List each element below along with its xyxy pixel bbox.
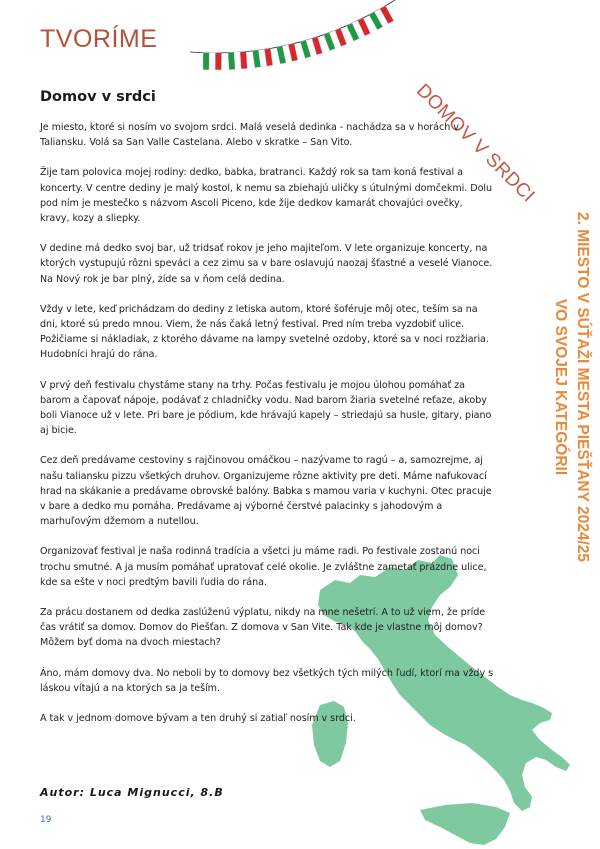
article-paragraph: V dedine má dedko svoj bar, už tridsať rokov je jeho majiteľom. V lete organizuje koncerty, na ktorých vystupujú rôzni speváci a cez zimu sa v bare oslavujú naozaj šťastné a veselé Vianoce. Na Nový rok je bar plný, zíde sa v ňom celá dedina. bbox=[40, 243, 493, 285]
author-credit: Autor: Luca Mignucci, 8.B bbox=[40, 786, 224, 799]
section-title: TVORÍME bbox=[40, 25, 158, 53]
flag-bunting bbox=[0, 0, 600, 90]
article-paragraph: Cez deň predávame cestoviny s rajčinovou omáčkou – nazývame to ragú – a, samozrejme, aj našu taliansku pizzu všetkých druhov. Organizujeme rôzne aktivity pre deti. Máme nafukovací hrad na skákanie a predávame obrovské balóny. Babka s mamou varia v kuchyni. Otec pracuje v bare a dedko mu pomáha. Predávame aj výborné čerstvé palacinky s jahodovým a marhuľovým džemom a nutellou. bbox=[40, 455, 492, 528]
bunting-flag bbox=[324, 28, 347, 50]
bunting-flag bbox=[253, 48, 273, 67]
article-body bbox=[40, 120, 495, 741]
flag-stripe bbox=[203, 53, 209, 70]
corner-title: DOMOV V SRDCI bbox=[412, 80, 539, 207]
bunting-flag bbox=[369, 6, 394, 30]
competition-note-line-2: VO SVOJEJ KATEGÓRII bbox=[552, 298, 569, 476]
article-paragraph: Je miesto, ktoré si nosím vo svojom srdci. Malá veselá dedinka - nachádza sa v horách v Taliansku. Volá sa San Valle Castelana. Alebo v skratke – San Vito. bbox=[40, 122, 459, 149]
bunting-flag bbox=[300, 37, 322, 58]
bunting-flag bbox=[203, 53, 222, 70]
page-number: 19 bbox=[40, 815, 52, 825]
flag-stripe bbox=[240, 52, 247, 69]
bunting-flag bbox=[347, 18, 371, 41]
competition-note bbox=[549, 212, 593, 562]
bunting-flag bbox=[277, 44, 298, 64]
article-paragraph: Áno, mám domovy dva. No neboli by to domovy bez všetkých tých milých ľudí, ktorí ma vždy s láskou vítajú a na ktorých sa ja teším. bbox=[40, 667, 494, 694]
article-paragraph: Vždy v lete, keď prichádzam do dediny z letiska autom, ktoré šoféruje môj otec, teším sa na dni, ktoré sú predo mnou. Viem, že nás čaká letný festival. Pred ním treba vyzdobiť ulice. Požičiame si nákladiak, z ktorého dávame na lampy svetelné ozdoby, ktoré sa v noci rozžiaria. Hudobníci hrajú do rána. bbox=[40, 303, 489, 361]
competition-note-line-1: 2. MIESTO V SÚŤAŽI MESTA PIEŠŤANY 2024/25 bbox=[574, 212, 591, 562]
flag-stripe bbox=[209, 53, 215, 70]
article-title: Domov v srdci bbox=[40, 89, 156, 105]
article-paragraph: Za prácu dostanem od dedka zaslúženú výplatu, nikdy na mne nešetrí. A to už viem, že príde čas vrátiť sa domov. Domov do Piešťan. Z domova v San Vite. Tak kde je vlastne môj domov? Môžem byť doma na dvoch miestach? bbox=[40, 607, 486, 649]
bunting-flag bbox=[228, 52, 247, 70]
article-paragraph: Organizovať festival je naša rodinná tradícia a všetci ju máme radi. Po festivale zostanú noci trochu smutné. A ja musím pomáhať upratovať celé okolie. Je zvláštne zametať prázdne ulice, kde sa ešte v noci predtým bavili ľudia do rána. bbox=[40, 546, 487, 588]
article-paragraph: A tak v jednom domove bývam a ten druhý si zatiaľ nosím v srdci. bbox=[40, 713, 356, 725]
article-paragraph: Žije tam polovica mojej rodiny: dedko, babka, bratranci. Každý rok sa tam koná festival a koncerty. V centre dediny je malý kostol, k nemu sa zbiehajú uličky s útulnými domčekmi. Dolu pod ním je mestečko s názvom Ascoli Piceno, kde žije dedkov kamarát chovajúci ovečky, kravy, kozy a sliepky. bbox=[40, 167, 493, 225]
article-paragraph: V prvý deň festivalu chystáme stany na trhy. Počas festivalu je mojou úlohou pomáhať za barom a čapovať nápoje, podávať z chladničky vodu. Nad barom žiaria svetelné reťaze, akoby boli Vianoce už v lete. Pri bare je pódium, kde hrávajú kapely – striedajú sa husle, gitary, piano aj bicie. bbox=[40, 379, 492, 437]
flag-stripe bbox=[215, 53, 221, 70]
